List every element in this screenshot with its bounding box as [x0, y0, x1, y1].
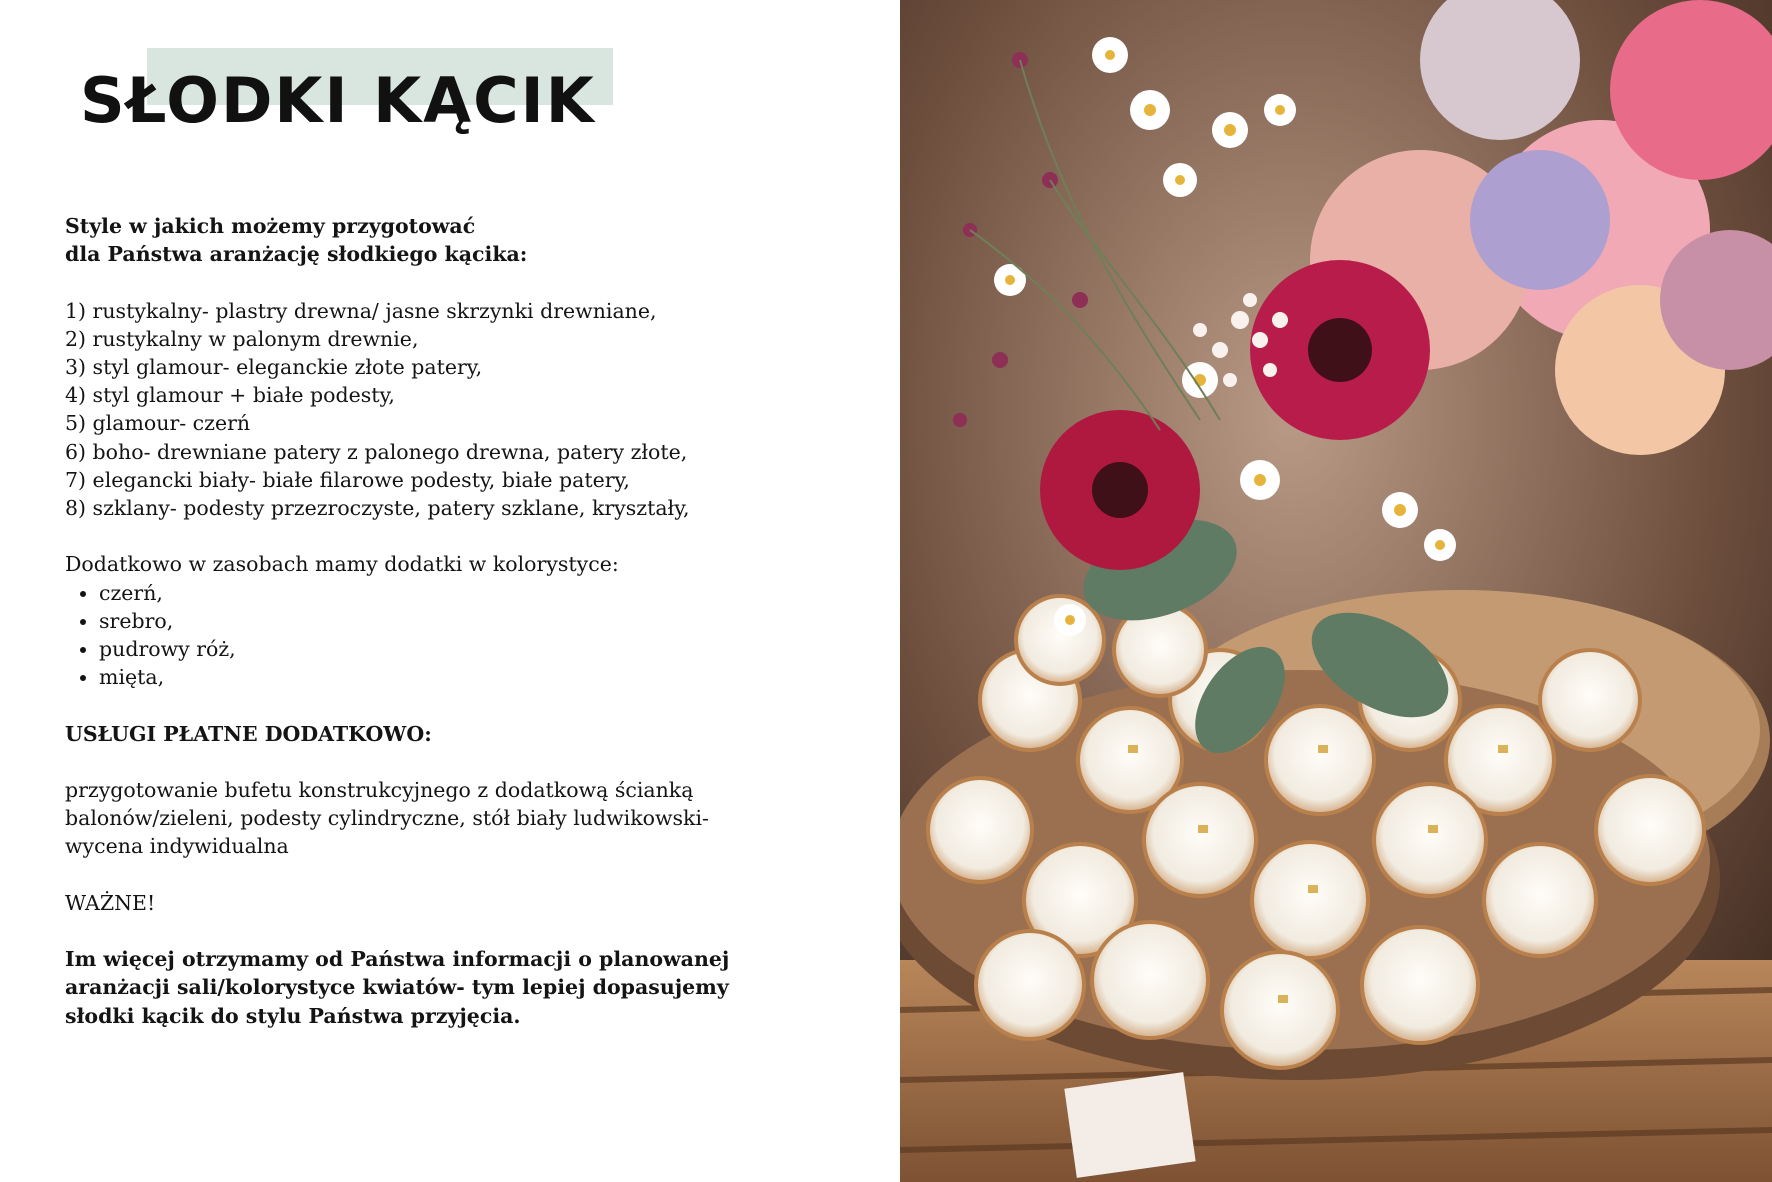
color-item: • mięta, — [99, 663, 745, 691]
important-text-line: słodki kącik do stylu Państwa przyjęcia. — [65, 1003, 521, 1028]
important-text-line: aranżacji sali/kolorystyce kwiatów- tym lepiej dopasujemy — [65, 975, 729, 1000]
color-item: • czerń, — [99, 579, 745, 607]
color-item: • srebro, — [99, 607, 745, 635]
style-item: 8) szklany- podesty przezroczyste, patery szklane, kryształy, — [65, 496, 690, 521]
style-item: 3) styl glamour- eleganckie złote patery, — [65, 355, 483, 379]
intro-line-2: dla Państwa aranżację słodkiego kącika: — [65, 242, 528, 267]
paid-heading: USŁUGI PŁATNE DODATKOWO: — [65, 721, 432, 746]
page-title: SŁODKI KĄCIK — [80, 64, 596, 137]
style-item: 7) elegancki biały- białe filarowe podesty, białe patery, — [65, 467, 630, 492]
style-item: 5) glamour- czerń — [65, 411, 251, 436]
style-item: 4) styl glamour + białe podesty, — [65, 383, 395, 408]
important-label: WAŻNE! — [65, 890, 156, 915]
style-item: 2) rustykalny w palonym drewnie, — [65, 326, 419, 351]
title-block — [80, 64, 596, 137]
dessert-photo-illustration — [900, 0, 1772, 1182]
intro-line-1: Style w jakich możemy przygotować — [65, 214, 476, 238]
dessert-photo — [900, 0, 1772, 1182]
content — [65, 212, 745, 1030]
important-text-line: Im więcej otrzymamy od Państwa informacji o planowanej — [65, 947, 730, 972]
paid-text-line: balonów/zieleni, podesty cylindryczne, stół biały ludwikowski- — [65, 806, 709, 831]
style-item: 1) rustykalny- plastry drewna/ jasne skrzynki drewniane, — [65, 298, 657, 323]
extras-color-list — [65, 579, 745, 692]
paid-text-line: przygotowanie bufetu konstrukcyjnego z dodatkową ścianką — [65, 778, 694, 802]
style-item: 6) boho- drewniane patery z palonego drewna, patery złote, — [65, 439, 688, 464]
color-item: • pudrowy róż, — [99, 635, 745, 663]
extras-intro: Dodatkowo w zasobach mamy dodatki w kolorystyce: — [65, 552, 619, 577]
paid-text-line: wycena indywidualna — [65, 834, 289, 859]
